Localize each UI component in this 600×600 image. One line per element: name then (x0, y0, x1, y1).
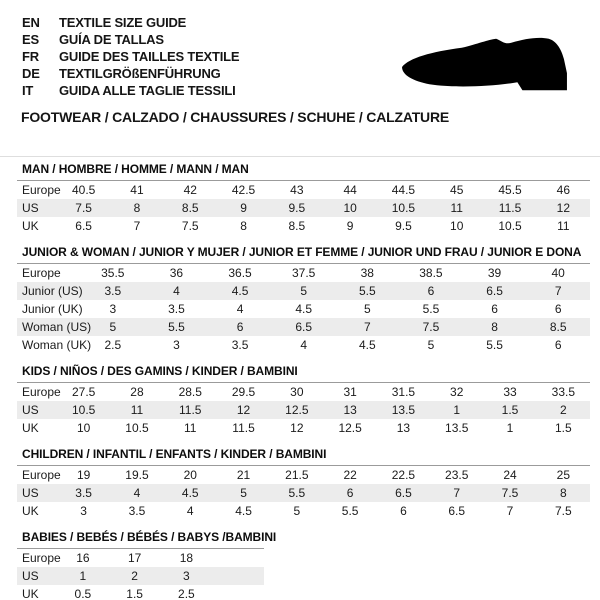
size-cell: 2.5 (104, 338, 122, 352)
section-title: MAN / HOMBRE / HOMME / MANN / MAN (22, 162, 249, 176)
size-cell: 8 (491, 320, 498, 334)
size-cell: 5.5 (422, 302, 440, 316)
size-cell: 5 (109, 320, 117, 334)
size-cell: 4 (133, 486, 141, 500)
size-header-cell: 27.5 (71, 385, 96, 399)
table-row (17, 318, 590, 336)
size-header-cell: 32 (450, 385, 464, 399)
row-label: US (22, 201, 39, 215)
section-title: CHILDREN / INFANTIL / ENFANTS / KINDER / BAMBINI (22, 447, 327, 461)
size-cell: 10.5 (125, 421, 149, 435)
section-junior-woman (0, 245, 600, 354)
size-cell: 1 (79, 569, 87, 583)
size-cell: 12 (290, 421, 304, 435)
size-cell: 7.5 (554, 504, 572, 518)
size-cell: 5.5 (341, 504, 359, 518)
size-cell: 11.5 (232, 421, 255, 435)
size-cell: 7.5 (75, 201, 92, 215)
size-header-cell: 31 (343, 385, 357, 399)
size-cell: 12 (236, 403, 251, 417)
section-title: JUNIOR & WOMAN / JUNIOR Y MUJER / JUNIOR ET FEMME / JUNIOR UND FRAU / JUNIOR E DONA (22, 245, 582, 259)
size-cell: 6.5 (395, 486, 412, 500)
size-header-cell: 21 (236, 468, 251, 482)
size-cell: 12 (556, 201, 571, 215)
size-cell: 3 (173, 338, 180, 352)
size-cell: 10.5 (71, 403, 96, 417)
size-header-cell: 44.5 (391, 183, 416, 197)
size-header-cell: 35.5 (101, 266, 125, 280)
size-cell: 7.5 (501, 486, 519, 500)
table-row (17, 567, 264, 585)
language-code: FR (22, 49, 39, 64)
size-header-cell: 22.5 (391, 468, 416, 482)
size-cell: 4.5 (235, 504, 252, 518)
size-header-cell: 28.5 (178, 385, 202, 399)
size-header-cell: 33.5 (551, 385, 576, 399)
size-header-cell: 33 (503, 385, 517, 399)
row-label: UK (22, 587, 39, 600)
size-cell: 3 (183, 569, 190, 583)
row-label: US (22, 569, 39, 583)
size-header-cell: 44 (343, 183, 357, 197)
language-label: GUIDA ALLE TAGLIE TESSILI (59, 83, 236, 98)
language-row-es (22, 31, 239, 48)
table-row (17, 484, 590, 502)
size-cell: 4 (236, 302, 244, 316)
shoe-icon (399, 34, 571, 94)
size-cell: 1.5 (554, 421, 572, 435)
size-cell: 6.5 (486, 284, 503, 298)
size-header-cell: 46 (556, 183, 571, 197)
size-cell: 4.5 (181, 486, 199, 500)
language-list (22, 14, 239, 99)
size-header-cell: 28 (130, 385, 144, 399)
size-cell: 2 (559, 403, 567, 417)
size-header-cell: 43 (290, 183, 304, 197)
table-row (17, 336, 590, 354)
size-cell: 6.5 (448, 504, 466, 518)
size-cell: 3 (109, 302, 117, 316)
size-cell: 6 (427, 284, 435, 298)
size-header-cell: 24 (503, 468, 517, 482)
size-header-cell: 16 (76, 551, 90, 565)
language-label: TEXTILGRÖßENFÜHRUNG (59, 66, 221, 81)
size-header-cell: 42.5 (231, 183, 256, 197)
size-table-junior-woman (17, 263, 590, 354)
size-header-cell: 38 (360, 266, 374, 280)
size-table-man (17, 180, 590, 235)
language-row-fr (22, 48, 239, 65)
language-label: TEXTILE SIZE GUIDE (59, 15, 187, 30)
size-cell: 12.5 (285, 403, 309, 417)
size-header-cell: 30 (290, 385, 304, 399)
size-cell: 11 (184, 421, 197, 435)
table-row (17, 585, 264, 600)
size-cell: 3.5 (75, 486, 92, 500)
size-cell: 13.5 (391, 403, 416, 417)
row-label: UK (22, 219, 39, 233)
size-cell: 11 (130, 403, 144, 417)
size-cell: 1.5 (126, 587, 143, 600)
table-row (17, 199, 590, 217)
size-header-cell: 17 (127, 551, 142, 565)
section-children (0, 447, 600, 520)
size-cell: 6.5 (295, 320, 313, 334)
size-cell: 2.5 (178, 587, 195, 600)
size-header-cell: 38.5 (419, 266, 443, 280)
size-header-cell: 40 (551, 266, 565, 280)
table-row (17, 217, 590, 235)
size-cell: 3.5 (104, 284, 122, 298)
size-cell: 5.5 (168, 320, 185, 334)
language-code: EN (22, 15, 40, 30)
size-cell: 11.5 (498, 201, 522, 215)
table-header-row (17, 383, 590, 402)
size-cell: 5 (363, 302, 371, 316)
row-label: Europe (22, 468, 61, 482)
size-cell: 5.5 (486, 338, 503, 352)
size-header-cell: 21.5 (285, 468, 309, 482)
size-cell: 1.5 (501, 403, 519, 417)
size-cell: 10.5 (391, 201, 416, 215)
table-row (17, 502, 590, 520)
size-header-cell: 45 (450, 183, 464, 197)
size-cell: 12.5 (338, 421, 362, 435)
row-label: US (22, 486, 39, 500)
row-label: Europe (22, 551, 61, 565)
size-cell: 3 (80, 504, 87, 518)
section-babies (0, 530, 600, 600)
size-cell: 0.5 (74, 587, 92, 600)
size-cell: 5.5 (288, 486, 306, 500)
size-cell: 10 (343, 201, 357, 215)
size-cell: 9.5 (288, 201, 306, 215)
size-cell: 3.5 (168, 302, 185, 316)
size-cell: 6 (491, 302, 498, 316)
size-cell: 4 (300, 338, 308, 352)
size-header-cell: 19 (76, 468, 91, 482)
size-table-babies (17, 548, 264, 600)
language-label: GUIDE DES TAILLES TEXTILE (59, 49, 240, 64)
size-cell: 1 (453, 403, 461, 417)
size-cell: 1 (506, 421, 514, 435)
size-cell: 3.5 (231, 338, 249, 352)
size-cell: 7 (506, 504, 514, 518)
size-cell: 13.5 (445, 421, 469, 435)
language-code: DE (22, 66, 40, 81)
size-cell: 11 (557, 219, 570, 233)
size-cell: 11 (450, 201, 463, 215)
size-cell: 9 (346, 219, 354, 233)
row-label: Europe (22, 183, 61, 197)
size-cell: 4.5 (295, 302, 313, 316)
size-cell: 8 (133, 201, 141, 215)
size-header-cell: 23.5 (445, 468, 469, 482)
size-header-cell: 31.5 (391, 385, 416, 399)
section-man (0, 162, 600, 235)
size-cell: 5 (427, 338, 435, 352)
table-row (17, 401, 590, 419)
size-header-cell: 36 (169, 266, 184, 280)
size-header-cell: 22 (343, 468, 357, 482)
row-label: Europe (22, 266, 61, 280)
size-cell: 13 (343, 403, 357, 417)
row-label: Woman (US) (22, 320, 92, 334)
language-label: GUÍA DE TALLAS (59, 32, 164, 47)
size-cell: 4.5 (358, 338, 376, 352)
size-header-cell: 42 (183, 183, 197, 197)
size-sections (0, 162, 600, 600)
size-cell: 9.5 (395, 219, 412, 233)
size-header-cell: 25 (556, 468, 571, 482)
row-label: Woman (UK) (22, 338, 92, 352)
table-row (17, 282, 590, 300)
size-header-cell: 36.5 (228, 266, 252, 280)
row-label: US (22, 403, 39, 417)
size-header-cell: 20 (183, 468, 197, 482)
size-cell: 2 (131, 569, 138, 583)
size-header-cell (212, 549, 264, 568)
size-cell: 10 (76, 421, 91, 435)
size-cell: 5 (240, 486, 247, 500)
language-row-de (22, 65, 239, 82)
section-kids (0, 364, 600, 437)
size-cell: 3.5 (128, 504, 146, 518)
size-cell: 5.5 (358, 284, 376, 298)
size-cell: 13 (396, 421, 411, 435)
size-cell: 8 (559, 486, 567, 500)
size-cell: 7.5 (181, 219, 199, 233)
size-cell: 8 (240, 219, 247, 233)
size-table-children (17, 465, 590, 520)
size-header-cell: 40.5 (71, 183, 96, 197)
size-cell: 8.5 (181, 201, 199, 215)
size-cell: 6 (554, 338, 562, 352)
language-code: IT (22, 83, 34, 98)
size-cell: 7 (363, 320, 371, 334)
size-cell: 6 (400, 504, 407, 518)
row-label: Junior (US) (22, 284, 83, 298)
size-table-kids (17, 382, 590, 437)
size-header-cell: 39 (487, 266, 502, 280)
size-cell: 11.5 (179, 403, 202, 417)
section-title: BABIES / BEBÉS / BÉBÉS / BABYS /BAMBINI (22, 530, 277, 544)
size-cell (212, 585, 264, 600)
size-header-cell: 19.5 (125, 468, 149, 482)
header-divider (0, 156, 600, 157)
table-header-row (17, 549, 264, 568)
size-cell: 7 (453, 486, 461, 500)
size-cell: 10 (450, 219, 464, 233)
language-code: ES (22, 32, 39, 47)
size-cell: 6 (346, 486, 354, 500)
size-cell: 4 (186, 504, 194, 518)
row-label: UK (22, 421, 39, 435)
size-header-cell: 37.5 (292, 266, 316, 280)
size-cell: 7 (133, 219, 141, 233)
table-row (17, 300, 590, 318)
section-title: KIDS / NIÑOS / DES GAMINS / KINDER / BAMBINI (22, 364, 298, 378)
row-label: Europe (22, 385, 61, 399)
size-cell: 5 (300, 284, 308, 298)
table-header-row (17, 181, 590, 200)
size-cell: 7.5 (422, 320, 440, 334)
table-header-row (17, 466, 590, 485)
header-area (0, 0, 600, 162)
size-cell (212, 567, 264, 585)
size-cell: 8.5 (288, 219, 306, 233)
size-cell: 4 (173, 284, 180, 298)
size-cell: 9 (240, 201, 247, 215)
table-row (17, 419, 590, 437)
size-header-cell: 41 (130, 183, 144, 197)
row-label: UK (22, 504, 39, 518)
size-cell: 7 (554, 284, 562, 298)
size-header-cell: 18 (179, 551, 194, 565)
size-cell: 4.5 (231, 284, 249, 298)
table-header-row (17, 264, 590, 283)
category-title: FOOTWEAR / CALZADO / CHAUSSURES / SCHUHE / CALZATURE (21, 109, 450, 125)
size-header-cell: 45.5 (498, 183, 522, 197)
size-cell: 10.5 (498, 219, 522, 233)
size-cell: 6 (554, 302, 562, 316)
size-cell: 6.5 (75, 219, 92, 233)
language-row-en (22, 14, 239, 31)
size-cell: 5 (293, 504, 301, 518)
size-cell: 8.5 (549, 320, 567, 334)
size-cell: 6 (236, 320, 244, 334)
size-header-cell: 29.5 (231, 385, 256, 399)
language-row-it (22, 82, 239, 99)
row-label: Junior (UK) (22, 302, 83, 316)
